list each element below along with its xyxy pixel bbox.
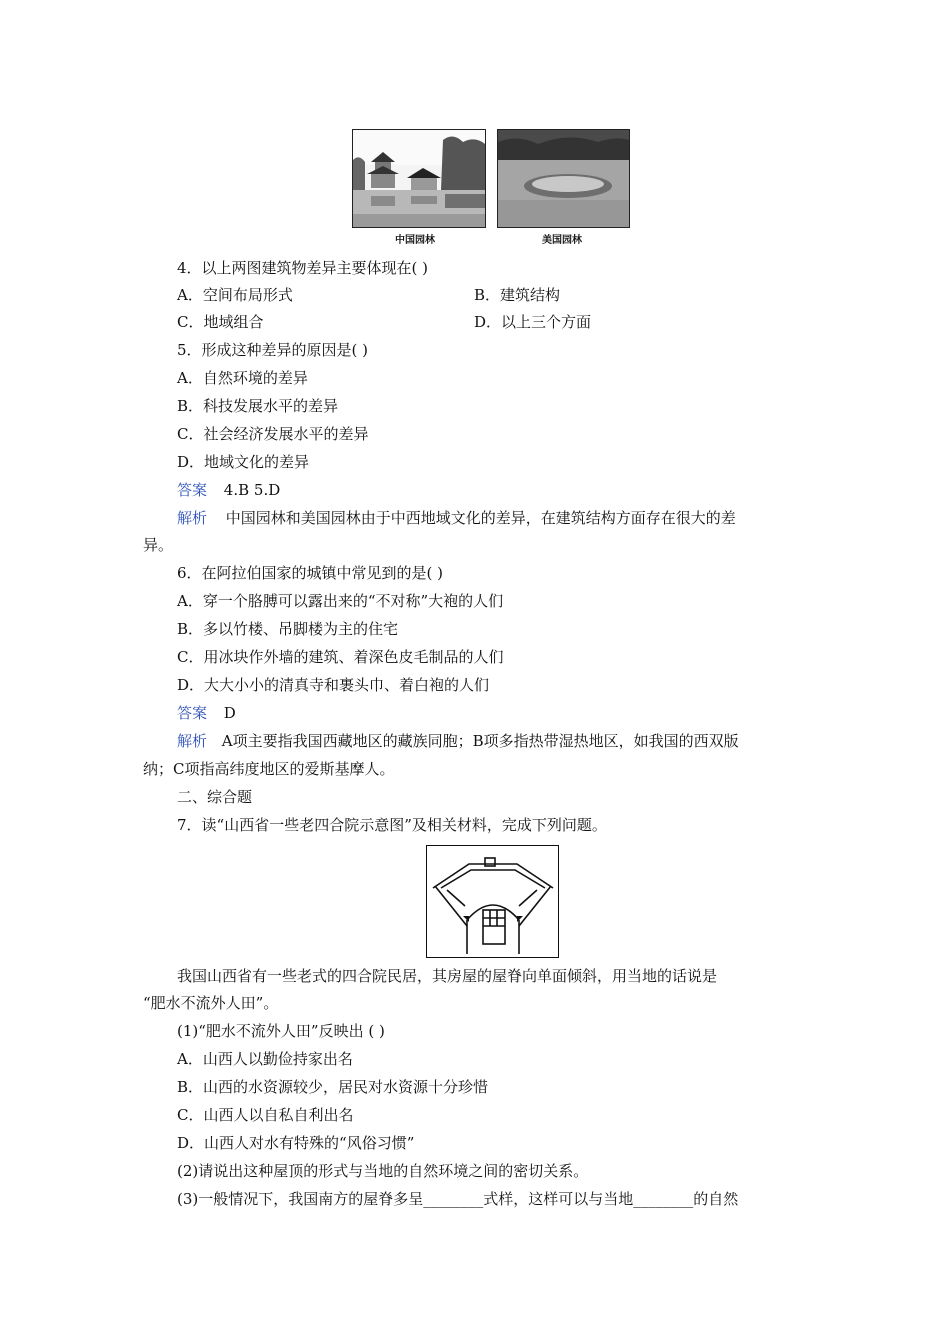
q5-option-a: A．自然环境的差异: [177, 369, 308, 387]
q7-stem: 7．读“山西省一些老四合院示意图”及相关材料，完成下列问题。: [177, 816, 607, 834]
explanation-label: 解析: [177, 509, 208, 527]
american-garden-photo: [497, 129, 630, 228]
q7-sub1-option-c: C．山西人以自私自利出名: [177, 1106, 354, 1124]
section-heading: 二、综合题: [177, 788, 253, 806]
q5-option-c: C．社会经济发展水平的差异: [177, 425, 369, 443]
q7-sub1-option-a: A．山西人以勤俭持家出名: [177, 1050, 353, 1068]
explanation-label: 解析: [177, 732, 208, 750]
explanation-6-cont: 纳；C项指高纬度地区的爱斯基摩人。: [143, 760, 395, 778]
q7-sub1-option-b: B．山西的水资源较少，居民对水资源十分珍惜: [177, 1078, 489, 1096]
chinese-garden-image: [353, 130, 485, 227]
q5-option-d: D．地域文化的差异: [177, 453, 310, 471]
q4-option-c: C．地域组合: [177, 313, 264, 331]
q5-option-b: B．科技发展水平的差异: [177, 397, 339, 415]
answer-label: 答案: [177, 481, 208, 499]
q7-sub1-stem: (1)“肥水不流外人田”反映出 ( ): [177, 1022, 385, 1040]
courtyard-house-drawing: [427, 846, 558, 957]
explanation-6: [177, 731, 739, 751]
q6-stem: 6．在阿拉伯国家的城镇中常见到的是( ): [177, 564, 444, 582]
q5-stem: 5．形成这种差异的原因是( ): [177, 341, 369, 359]
chinese-garden-photo: [352, 129, 486, 228]
courtyard-house-diagram: [426, 845, 559, 958]
q4-option-a: A．空间布局形式: [177, 286, 293, 304]
american-garden-image: [498, 130, 629, 227]
explanation-4-5: [177, 508, 736, 528]
caption-american-garden: 美国园林: [542, 235, 582, 246]
q6-option-a: A．穿一个胳膊可以露出来的“不对称”大袍的人们: [177, 592, 504, 610]
answer-label: 答案: [177, 704, 208, 722]
q6-option-d: D．大大小小的清真寺和裹头巾、着白袍的人们: [177, 676, 490, 694]
caption-chinese-garden: 中国园林: [395, 235, 435, 246]
answer-4-5: [177, 480, 280, 500]
answer-6: [177, 703, 236, 723]
q4-option-d: D．以上三个方面: [474, 313, 592, 331]
explanation-4-5-cont: 异。: [143, 536, 174, 554]
q7-sub2: (2)请说出这种屋顶的形式与当地的自然环境之间的密切关系。: [177, 1162, 589, 1180]
answer-text: D: [223, 704, 236, 722]
q4-option-b: B．建筑结构: [474, 286, 561, 304]
q6-option-b: B．多以竹楼、吊脚楼为主的住宅: [177, 620, 399, 638]
q7-sub3: (3)一般情况下，我国南方的屋脊多呈________式样，这样可以与当地________的自然: [177, 1190, 739, 1208]
q7-material-line2: “肥水不流外人田”。: [143, 994, 279, 1012]
q7-material-line1: 我国山西省有一些老式的四合院民居，其房屋的屋脊向单面倾斜，用当地的话说是: [177, 967, 718, 985]
q7-sub1-option-d: D．山西人对水有特殊的“风俗习惯”: [177, 1134, 415, 1152]
q6-option-c: C．用冰块作外墙的建筑、着深色皮毛制品的人们: [177, 648, 504, 666]
q4-stem: 4．以上两图建筑物差异主要体现在( ): [177, 259, 429, 277]
answer-text: 4.B 5.D: [223, 481, 281, 499]
explanation-text: A项主要指我国西藏地区的藏族同胞；B项多指热带湿热地区，如我国的西双版: [221, 732, 739, 750]
explanation-text: 中国园林和美国园林由于中西地域文化的差异，在建筑结构方面存在很大的差: [225, 509, 736, 527]
